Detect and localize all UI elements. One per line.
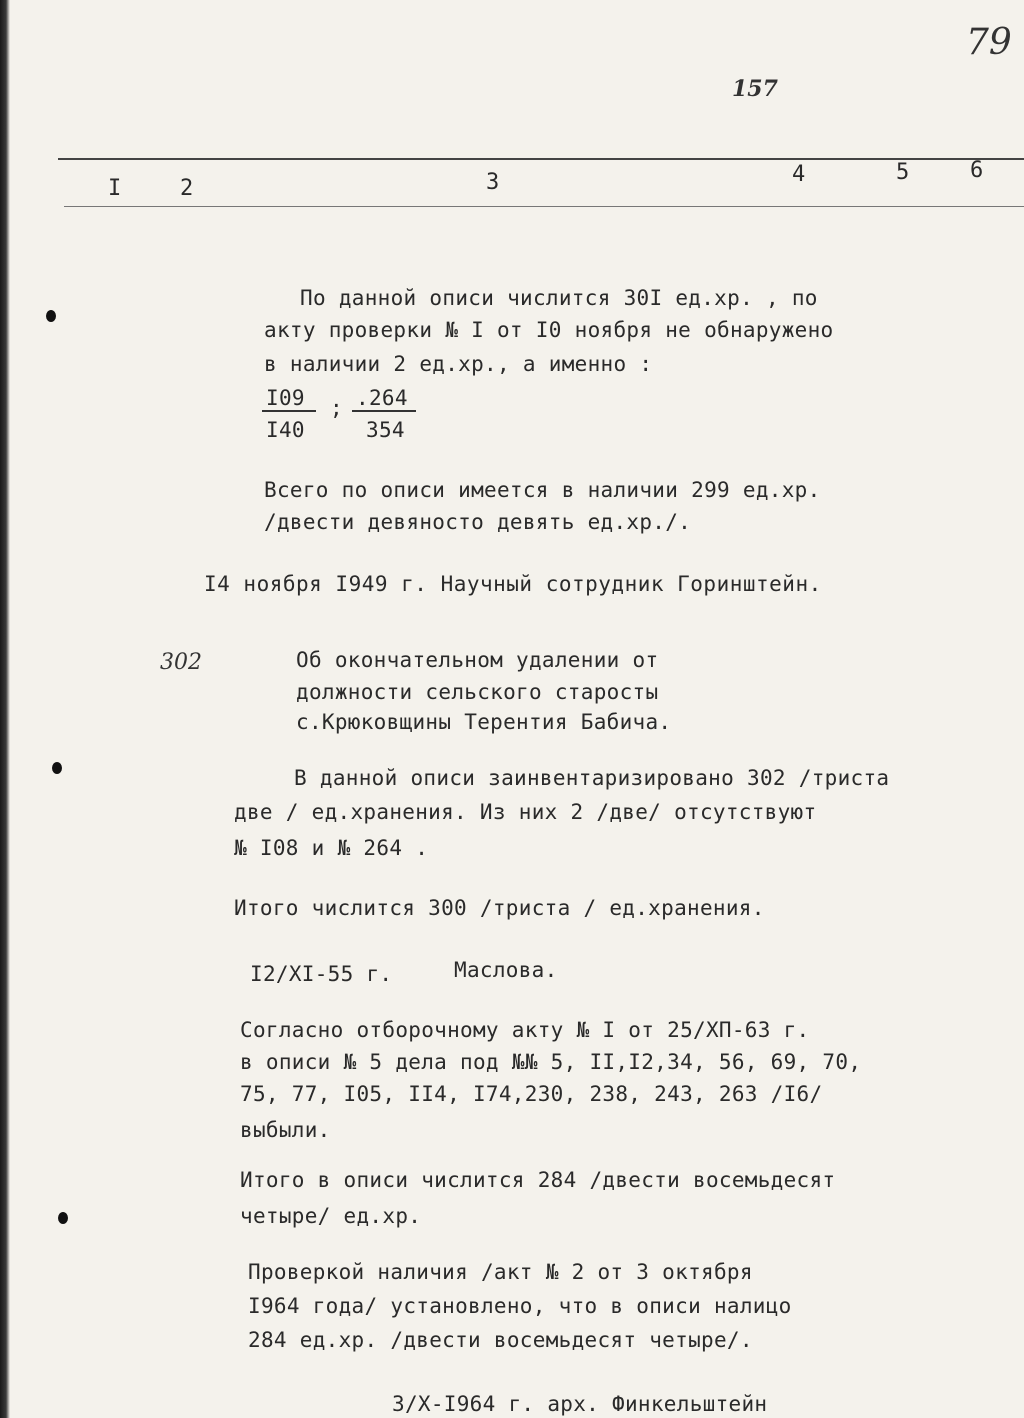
inventory-page-number: 157 bbox=[732, 76, 778, 102]
check-1949-line-3: в наличии 2 ед.хр., а именно : bbox=[264, 352, 653, 376]
entry-302-title-line-3: с.Крюковщины Терентия Бабича. bbox=[296, 710, 672, 734]
check-1964-line-2: I964 года/ установлено, что в описи налицо bbox=[248, 1294, 792, 1318]
act-1963-line-4: выбыли. bbox=[240, 1118, 331, 1142]
check-1955-signer: Маслова. bbox=[454, 958, 558, 982]
fraction-separator: ; bbox=[330, 396, 343, 420]
missing-fraction-1-denominator: I40 bbox=[266, 418, 305, 442]
entry-302-title-line-1: Об окончательном удалении от bbox=[296, 648, 659, 672]
binding-edge bbox=[0, 0, 10, 1418]
act-1963-total-line-2: четыре/ ед.хр. bbox=[240, 1204, 422, 1228]
column-header-2: 2 bbox=[180, 176, 194, 201]
check-1949-total-line-1: Всего по описи имеется в наличии 299 ед.хр. bbox=[264, 478, 821, 502]
header-rule-top bbox=[58, 158, 1024, 160]
missing-fraction-1-bar bbox=[262, 410, 316, 412]
check-1955-date: I2/XI-55 г. bbox=[250, 962, 393, 986]
column-header-6: 6 bbox=[970, 158, 984, 183]
column-header-1: I bbox=[108, 176, 122, 201]
act-1963-line-3: 75, 77, I05, II4, I74,230, 238, 243, 263 /I6/ bbox=[240, 1082, 823, 1106]
column-header-4: 4 bbox=[792, 162, 806, 187]
check-1955-line-3: № I08 и № 264 . bbox=[234, 836, 429, 860]
check-1955-line-1: В данной описи заинвентаризировано 302 /триста bbox=[294, 766, 890, 790]
check-1949-signature: I4 ноября I949 г. Научный сотрудник Горинштейн. bbox=[204, 572, 822, 596]
entry-302-title-line-2: должности сельского старосты bbox=[296, 680, 659, 704]
check-1949-total-line-2: /двести девяносто девять ед.хр./. bbox=[264, 510, 692, 534]
check-1949-line-1: По данной описи числится 30I ед.хр. , по bbox=[300, 286, 818, 310]
punch-hole-2 bbox=[52, 762, 62, 774]
missing-fraction-2-numerator: .264 bbox=[356, 386, 408, 410]
act-1963-total-line-1: Итого в описи числится 284 /двести восемьдесят bbox=[240, 1168, 836, 1192]
check-1964-line-1: Проверкой наличия /акт № 2 от 3 октября bbox=[248, 1260, 753, 1284]
check-1964-line-3: 284 ед.хр. /двести восемьдесят четыре/. bbox=[248, 1328, 753, 1352]
missing-fraction-2-bar bbox=[352, 410, 416, 412]
check-1949-line-2: акту проверки № I от I0 ноября не обнаружено bbox=[264, 318, 834, 342]
punch-hole-3 bbox=[58, 1212, 68, 1224]
missing-fraction-2-denominator: 354 bbox=[366, 418, 405, 442]
check-1964-signature: 3/X-I964 г. арх. Финкельштейн bbox=[392, 1392, 768, 1416]
act-1963-line-2: в описи № 5 дела под №№ 5, II,I2,34, 56, 69, 70, bbox=[240, 1050, 862, 1074]
check-1955-line-2: две / ед.хранения. Из них 2 /две/ отсутствуют bbox=[234, 800, 817, 824]
column-header-3: 3 bbox=[486, 170, 500, 195]
act-1963-line-1: Согласно отборочному акту № I от 25/XП-63 г. bbox=[240, 1018, 810, 1042]
punch-hole-1 bbox=[46, 310, 56, 322]
check-1955-total: Итого числится 300 /триста / ед.хранения. bbox=[234, 896, 765, 920]
missing-fraction-1-numerator: I09 bbox=[266, 386, 305, 410]
header-rule-bottom bbox=[64, 206, 1024, 207]
entry-302-number: 302 bbox=[160, 650, 202, 675]
archive-sheet-number: 79 bbox=[966, 22, 1012, 63]
column-header-5: 5 bbox=[896, 160, 910, 185]
